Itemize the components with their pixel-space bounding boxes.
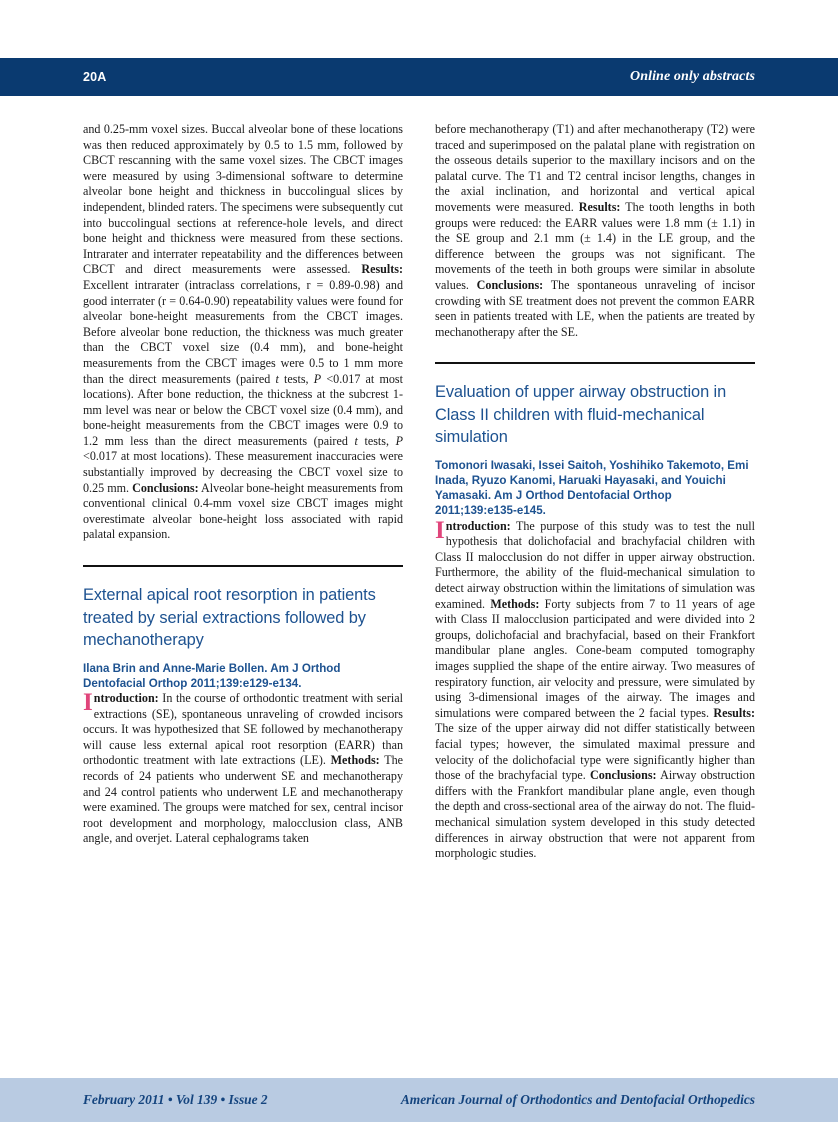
right-column: [435, 122, 755, 1042]
text-run: <0.017 at most locations). These measurement inaccuracies were substantially improved by decreasing the CBCT voxel size to 0.25 mm.: [83, 449, 403, 495]
text-run: and 0.25-mm voxel sizes. Buccal alveolar bone of these locations was then reduced approximately by 0.5 to 1.5 mm, followed by CBCT rescanning with the same voxel sizes. The CBCT images were measured by using 3-dimensional software to determine alveolar bone height and thickness in buccolingual slices by independent, blinded raters. The specimens were subsequently cut into buccolingual sections at reference-hole levels, and direct bone height and thickness were measured from these sections. Intrarater and interrater repeatability and the differences between CBCT and direct measurements were assessed.: [83, 122, 403, 277]
drop-cap: I: [435, 516, 445, 544]
introduction-label: ntroduction:: [93, 690, 159, 705]
text-run: In the course of orthodontic treatment with serial extractions (SE), spontaneous unraveling of crowded incisors occurs. It was hypothesized that SE followed by mechanotherapy will cause less external apical root resorption (EARR) than orthodontic treatment with late extractions (LE).: [83, 690, 403, 768]
running-footer: [0, 1078, 838, 1122]
right-continued-abstract: [435, 122, 755, 340]
text-run: Airway obstruction differs with the Frankfort mandibular plane angle, even though the depth and cross-sectional area of the airway do not. The fluid-mechanical simulation system developed in this study detected differences in airway obstruction that were not apparent from morphologic studies.: [435, 768, 755, 861]
methods-label: Methods:: [490, 596, 540, 611]
article-title-right: Evaluation of upper airway obstruction in Class II children with fluid-mechanical simulation: [435, 383, 727, 447]
conclusions-label: Conclusions:: [590, 768, 657, 783]
p-value-italic: P: [313, 371, 322, 386]
text-run: <0.017 at most locations). After bone reduction, the thickness at the subcrest 1-mm level was near or below the CBCT voxel size (0.4 mm), and bone-height measurements from the CBCT images were 0.9 to 1.2 mm less than the direct measurements (paired: [83, 371, 403, 448]
left-column: [83, 122, 403, 1042]
text-run: The purpose of this study was to test the null hypothesis that dolichofacial and brachyfacial children with Class II malocclusion do not differ in upper airway obstruction. Furthermore, the ability of the fluid-mechanical simulation to detect airway obstruction within the limitations of simulation was examined.: [435, 518, 755, 611]
left-article-abstract: [83, 688, 403, 847]
footer-issue-line: February 2011 • Vol 139 • Issue 2: [83, 1092, 268, 1107]
running-header: [0, 58, 838, 96]
footer-journal-name: American Journal of Orthodontics and Dentofacial Orthopedics: [400, 1092, 755, 1107]
article-separator-wrap: [83, 543, 403, 584]
introduction-label: ntroduction:: [445, 518, 511, 533]
conclusions-label: Conclusions:: [132, 480, 199, 495]
text-run: Forty subjects from 7 to 11 years of age with Class II malocclusion participated and were divided into 2 groups, dolichofacial and brachyfacial, based on their Frankfort mandibular plane angles. Cone-beam computed tomography images supplied the shape of the entire airway. Two measures of respiratory function, air velocity and pressure, were simulated by using 3-dimensional images of the airway. The images and simulations were compared between the 2 facial types.: [435, 596, 755, 720]
results-label: Results:: [713, 705, 755, 720]
text-run: Alveolar bone-height measurements from conventional clinical 0.4-mm voxel size CBCT images might overestimate alveolar bone-height loss associated with rapid palatal expansion.: [83, 480, 403, 542]
article-authors-right: Tomonori Iwasaki, Issei Saitoh, Yoshihiko Takemoto, Emi Inada, Ryuzo Kanomi, Haruaki Hayasaki, and Youichi Yamasaki. Am J Orthod Dentofacial Orthop 2011;139:e135-e145.: [435, 458, 749, 518]
conclusions-label: Conclusions:: [476, 277, 544, 292]
drop-cap: I: [83, 688, 93, 716]
text-run: tests,: [278, 371, 314, 386]
text-run: The records of 24 patients who underwent SE and mechanotherapy and 24 control patients who underwent LE and mechanotherapy were examined. The groups were matched for sex, central incisor root development and morphology, malocclusion class, ANB angle, and overjet. Lateral cephalograms taken: [83, 753, 403, 846]
left-continued-abstract: [83, 122, 403, 543]
text-run: The spontaneous unraveling of incisor crowding with SE treatment does not prevent the common EARR seen in patients treated with LE, when the patients are treated by mechanotherapy after the SE.: [435, 277, 755, 339]
article-separator-rule: [83, 565, 403, 567]
right-article-abstract: [435, 516, 755, 862]
t-statistic-italic: t: [275, 371, 279, 386]
article-authors-left: Ilana Brin and Anne-Marie Bollen. Am J Orthod Dentofacial Orthop 2011;139:e129-e134.: [83, 661, 341, 690]
methods-label: Methods:: [330, 753, 380, 768]
body-columns: [83, 122, 755, 1042]
results-label: Results:: [361, 262, 403, 277]
t-statistic-italic: t: [354, 433, 358, 448]
text-run: tests,: [357, 433, 396, 448]
text-run: The size of the upper airway did not differ statistically between facial types; however, the simulated maximal pressure and velocity of the dolichofacial type were significantly higher than those of the brachyfacial type.: [435, 721, 755, 783]
article-separator-rule: [435, 362, 755, 364]
article-separator-wrap: [435, 340, 755, 381]
article-title-left: External apical root resorption in patients treated by serial extractions followed by mechanotherapy: [83, 586, 376, 650]
text-run: Excellent intrarater (intraclass correlations, r = 0.89-0.98) and good interrater (r = 0.64-0.90) repeatability values were found for alveolar bone-height measurements from the CBCT images. Before alveolar bone reduction, the thickness was much greater than the CBCT voxel size (0.4 mm), and bone-height measurements from the CBCT images were 0.5 to 1 mm more than the direct measurements (paired: [83, 277, 403, 386]
section-title: Online only abstracts: [629, 69, 755, 84]
results-label: Results:: [578, 199, 621, 214]
text-run: The tooth lengths in both groups were reduced: the EARR values were 1.8 mm (± 1.1) in the SE group and 2.1 mm (± 1.4) in the LE group, and the difference between the groups was not significant. The movements of the teeth in both groups were similar in absolute values.: [435, 199, 755, 292]
text-run: before mechanotherapy (T1) and after mechanotherapy (T2) were traced and superimposed on the palatal plane with registration on the osseous details superior to the maxillary incisors and on the palatal curve. The T1 and T2 central incisor lengths, changes in the axial inclination, and horizontal and vertical apical movements were measured.: [435, 122, 755, 214]
p-value-italic: P: [395, 433, 403, 448]
page-folio: 20A: [83, 70, 107, 84]
